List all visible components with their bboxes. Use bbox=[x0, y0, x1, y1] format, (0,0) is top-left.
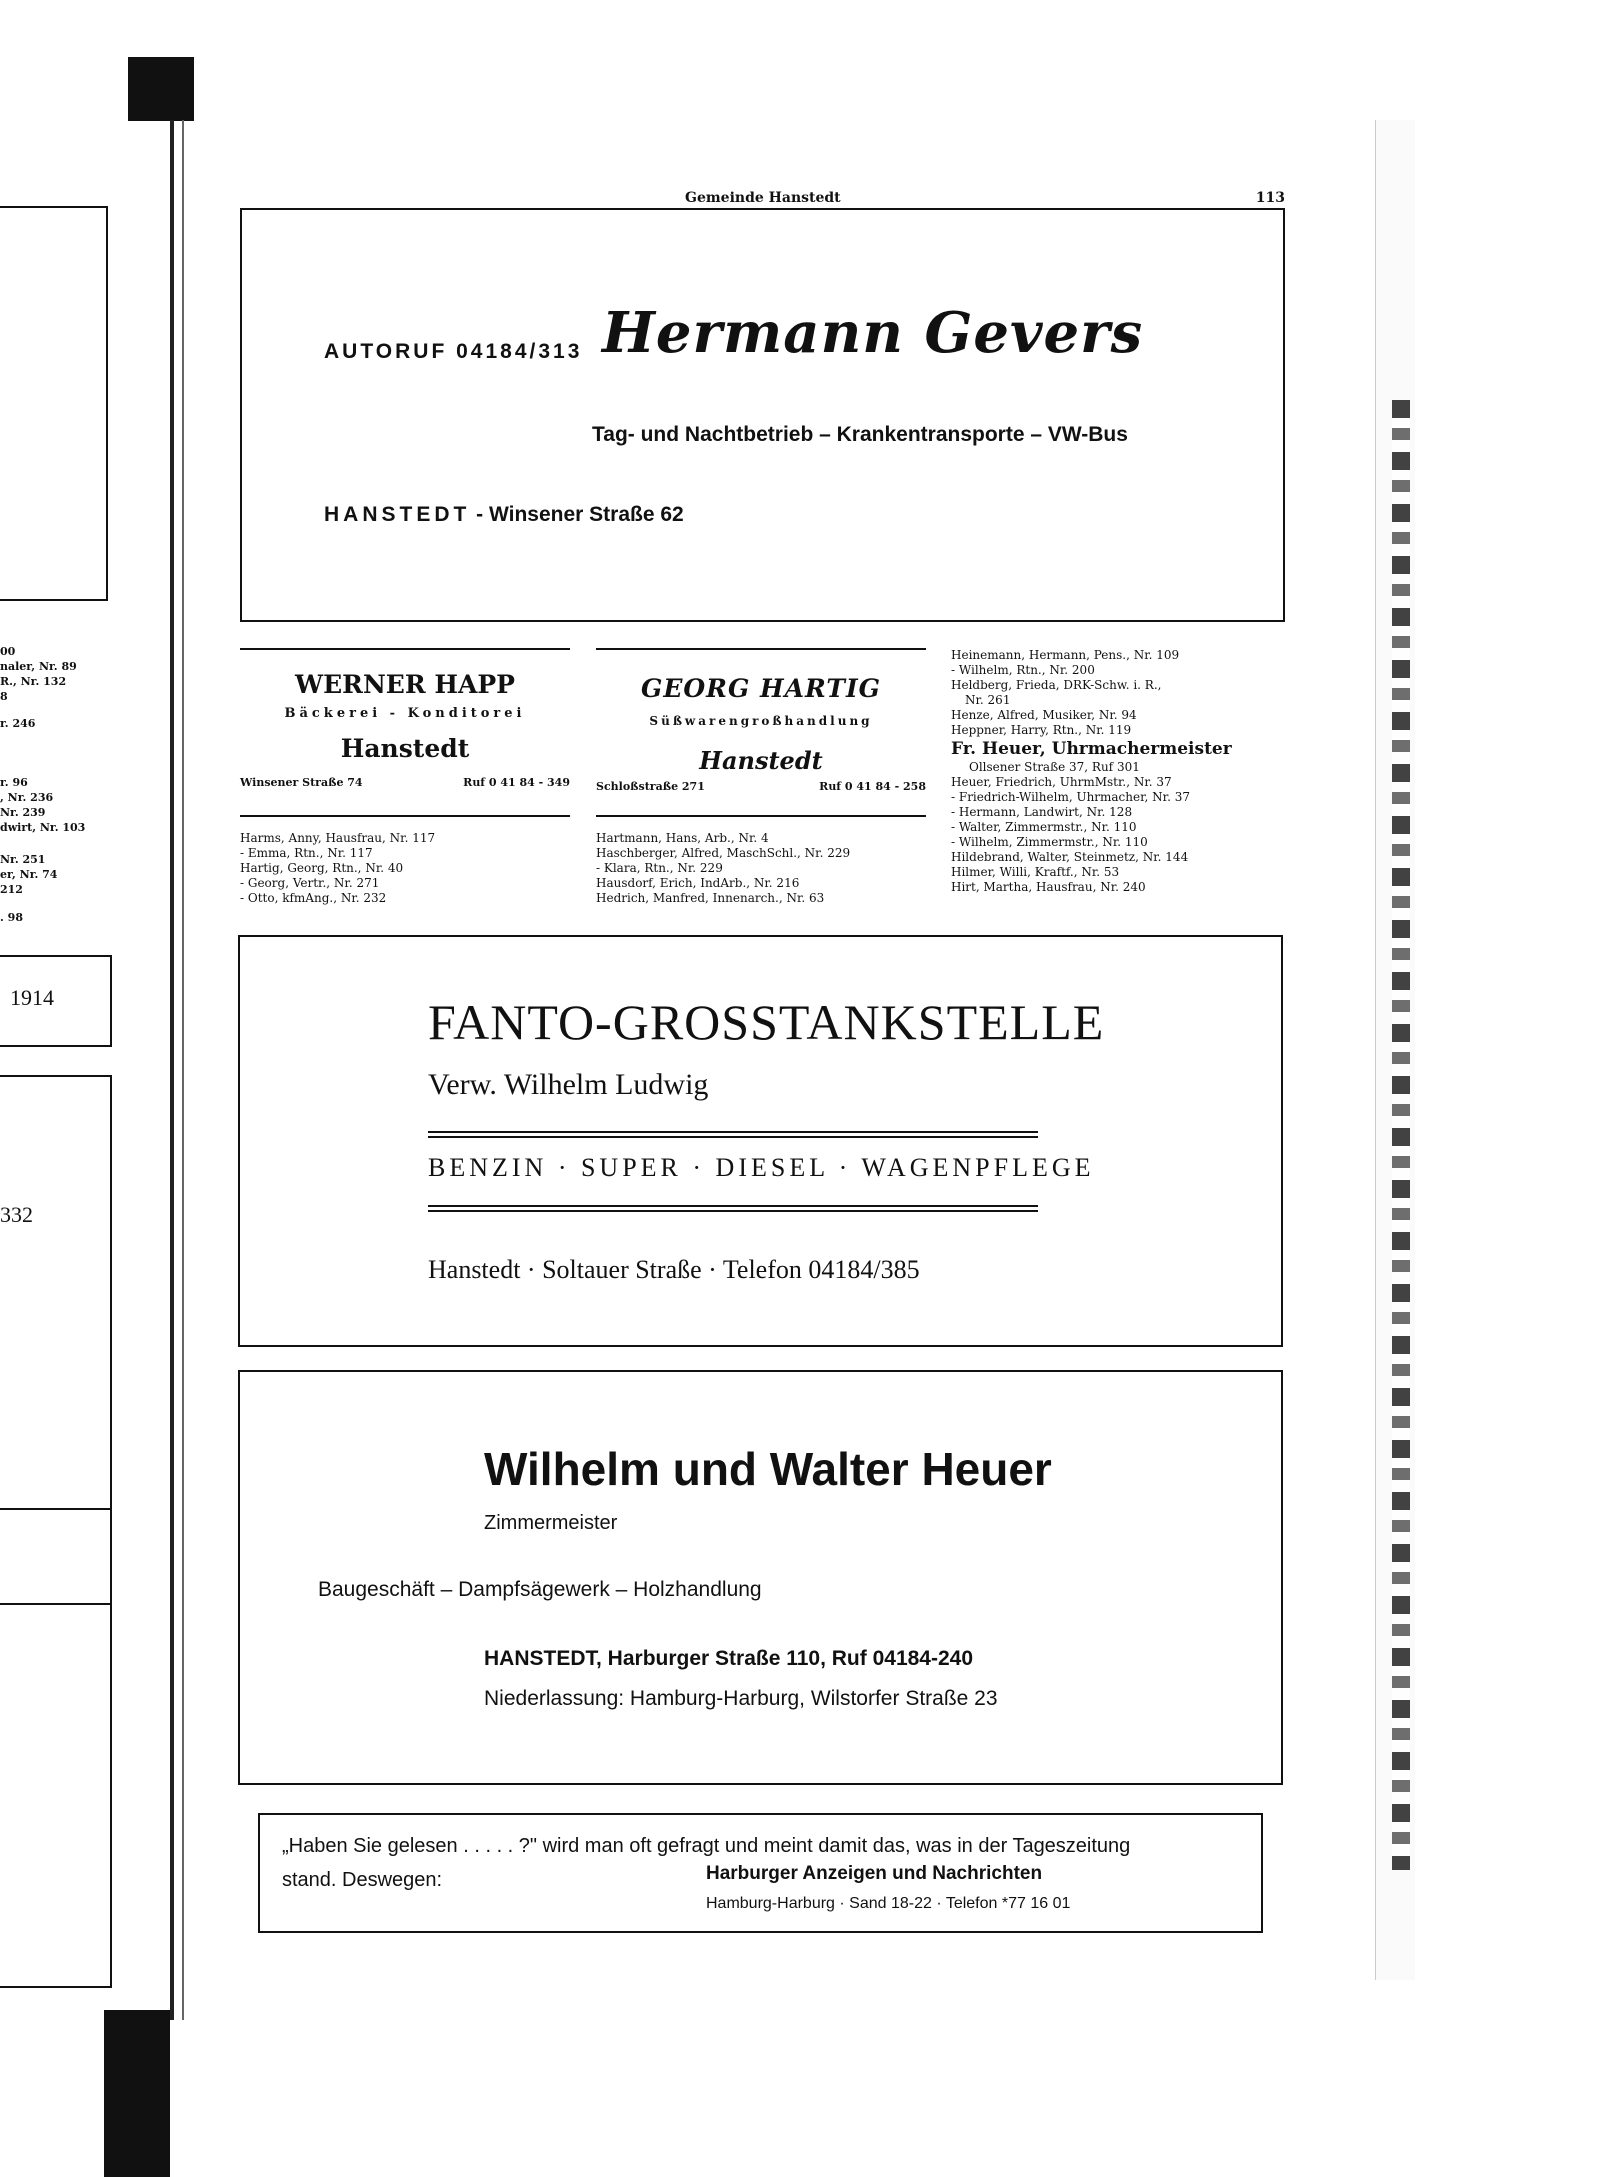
gevers-town: HANSTEDT bbox=[324, 503, 471, 526]
left-page-text: , Nr. 236 bbox=[0, 791, 54, 804]
hartig-phone: Ruf 0 41 84 - 258 bbox=[819, 780, 926, 793]
left-page-text: 212 bbox=[0, 883, 23, 896]
list-item: Hedrich, Manfred, Innenarch., Nr. 63 bbox=[596, 891, 825, 905]
fanto-products: BENZIN · SUPER · DIESEL · WAGENPFLEGE bbox=[428, 1153, 1095, 1182]
page-edge-stack bbox=[1392, 400, 1410, 1870]
happ-name: WERNER HAPP bbox=[295, 670, 515, 699]
harburger-quote-line: stand. Deswegen: bbox=[282, 1869, 443, 1891]
left-page-ad-box-1 bbox=[0, 206, 108, 601]
list-item: - Klara, Rtn., Nr. 229 bbox=[596, 861, 723, 875]
left-page-text: r. 96 bbox=[0, 776, 28, 789]
left-page-ad-box-4 bbox=[0, 1508, 112, 1988]
list-item: Hartmann, Hans, Arb., Nr. 4 bbox=[596, 831, 769, 845]
happ-town: Hanstedt bbox=[340, 734, 470, 763]
left-page-text: 00 bbox=[0, 645, 16, 658]
left-page-text: Nr. 239 bbox=[0, 806, 46, 819]
fanto-rule bbox=[428, 1210, 1038, 1212]
left-page-ad-box-2 bbox=[0, 955, 112, 1047]
list-item: Hirt, Martha, Hausfrau, Nr. 240 bbox=[951, 880, 1146, 894]
list-item: Heinemann, Hermann, Pens., Nr. 109 bbox=[951, 648, 1180, 662]
ad-georg-hartig bbox=[596, 650, 926, 815]
list-item: Heuer, Friedrich, UhrmMstr., Nr. 37 bbox=[951, 775, 1172, 789]
harburger-address: Hamburg-Harburg · Sand 18-22 · Telefon *77 16 01 bbox=[706, 1895, 1071, 1912]
hartig-street: Schloßstraße 271 bbox=[596, 780, 705, 793]
hartig-bottom-rule bbox=[596, 815, 926, 817]
list-item: Hartig, Georg, Rtn., Nr. 40 bbox=[240, 861, 404, 875]
list-item: Hilmer, Willi, Kraftf., Nr. 53 bbox=[951, 865, 1120, 879]
happ-street: Winsener Straße 74 bbox=[240, 776, 363, 789]
gevers-autoruf: AUTORUF 04184/313 bbox=[324, 340, 583, 363]
left-page-fragment bbox=[0, 120, 170, 2020]
left-page-number: 332 bbox=[0, 1202, 33, 1227]
heuer-branch: Niederlassung: Hamburg-Harburg, Wilstorfer Straße 23 bbox=[484, 1687, 998, 1710]
list-item: Hausdorf, Erich, IndArb., Nr. 216 bbox=[596, 876, 800, 890]
fanto-contact: Hanstedt · Soltauer Straße · Telefon 04184/385 bbox=[428, 1255, 920, 1284]
list-item: - Wilhelm, Rtn., Nr. 200 bbox=[951, 663, 1095, 677]
hartig-town: Hanstedt bbox=[699, 746, 823, 775]
fanto-rule bbox=[428, 1136, 1038, 1138]
page-header-title: Gemeinde Hanstedt bbox=[685, 190, 841, 206]
gevers-services: Tag- und Nachtbetrieb – Krankentransporte – VW-Bus bbox=[592, 423, 1128, 446]
hartig-name: GEORG HARTIG bbox=[640, 674, 881, 703]
list-item: Nr. 261 bbox=[965, 693, 1011, 707]
list-item: Heldberg, Frieda, DRK-Schw. i. R., bbox=[951, 678, 1162, 692]
left-page-text: Nr. 251 bbox=[0, 853, 46, 866]
ad-fanto-grosstankstelle bbox=[238, 935, 1283, 1347]
gevers-street: - Winsener Straße 62 bbox=[470, 503, 684, 526]
fanto-rule bbox=[428, 1131, 1038, 1133]
list-item: - Emma, Rtn., Nr. 117 bbox=[240, 846, 373, 860]
gutter-line bbox=[170, 120, 174, 2020]
fanto-manager: Verw. Wilhelm Ludwig bbox=[428, 1068, 709, 1101]
listing-column-left bbox=[240, 831, 435, 906]
binding-shadow-top bbox=[128, 57, 194, 121]
list-item-emphasized: Fr. Heuer, Uhrmachermeister bbox=[951, 739, 1232, 759]
left-page-text: 8 bbox=[0, 690, 8, 703]
left-page-text: R., Nr. 132 bbox=[0, 675, 67, 688]
list-item: - Georg, Vertr., Nr. 271 bbox=[240, 876, 380, 890]
list-item: Haschberger, Alfred, MaschSchl., Nr. 229 bbox=[596, 846, 851, 860]
ad-hermann-gevers bbox=[240, 208, 1285, 622]
harburger-name: Harburger Anzeigen und Nachrichten bbox=[706, 1863, 1043, 1884]
ad-werner-happ bbox=[240, 650, 570, 815]
gevers-name: Hermann Gevers bbox=[602, 300, 1144, 366]
gevers-address bbox=[324, 503, 684, 527]
left-page-text: . 98 bbox=[0, 911, 23, 924]
list-item: - Walter, Zimmermstr., Nr. 110 bbox=[951, 820, 1137, 834]
left-page-text: naler, Nr. 89 bbox=[0, 660, 77, 673]
happ-bottom-rule bbox=[240, 815, 570, 817]
happ-trade: Bäckerei - Konditorei bbox=[284, 706, 526, 721]
list-item: - Friedrich-Wilhelm, Uhrmacher, Nr. 37 bbox=[951, 790, 1190, 804]
gutter-line bbox=[182, 120, 184, 2020]
binding-shadow-bottom bbox=[104, 2010, 170, 2177]
list-item: Hildebrand, Walter, Steinmetz, Nr. 144 bbox=[951, 850, 1189, 864]
left-page-text: r. 246 bbox=[0, 717, 36, 730]
page-number: 113 bbox=[1255, 190, 1285, 206]
left-page-text: dwirt, Nr. 103 bbox=[0, 821, 86, 834]
heuer-services: Baugeschäft – Dampfsägewerk – Holzhandlung bbox=[318, 1578, 762, 1601]
left-page-year: 1914 bbox=[10, 985, 54, 1010]
list-item: Henze, Alfred, Musiker, Nr. 94 bbox=[951, 708, 1137, 722]
hartig-trade: Süßwarengroßhandlung bbox=[649, 714, 873, 728]
listing-column-right bbox=[951, 648, 1232, 895]
happ-phone: Ruf 0 41 84 - 349 bbox=[463, 776, 570, 789]
fanto-rule bbox=[428, 1205, 1038, 1207]
page-header bbox=[240, 186, 1285, 210]
ad-wilhelm-walter-heuer bbox=[238, 1370, 1283, 1785]
heuer-address: HANSTEDT, Harburger Straße 110, Ruf 04184-240 bbox=[484, 1647, 974, 1670]
heuer-title: Zimmermeister bbox=[484, 1512, 618, 1534]
list-item: - Hermann, Landwirt, Nr. 128 bbox=[951, 805, 1133, 819]
list-item: Heppner, Harry, Rtn., Nr. 119 bbox=[951, 723, 1132, 737]
fanto-title: FANTO-GROSSTANKSTELLE bbox=[428, 994, 1105, 1050]
left-page-text: er, Nr. 74 bbox=[0, 868, 58, 881]
list-item: - Otto, kfmAng., Nr. 232 bbox=[240, 891, 387, 905]
list-item: - Wilhelm, Zimmermstr., Nr. 110 bbox=[951, 835, 1148, 849]
ad-harburger-anzeigen bbox=[258, 1813, 1263, 1933]
listing-column-middle bbox=[596, 831, 850, 906]
harburger-quote-line: „Haben Sie gelesen . . . . . ?" wird man oft gefragt und meint damit das, was in der Tageszeitung bbox=[282, 1835, 1131, 1857]
heuer-name: Wilhelm und Walter Heuer bbox=[484, 1443, 1052, 1495]
list-item: Harms, Anny, Hausfrau, Nr. 117 bbox=[240, 831, 436, 845]
list-item: Ollsener Straße 37, Ruf 301 bbox=[969, 760, 1140, 774]
